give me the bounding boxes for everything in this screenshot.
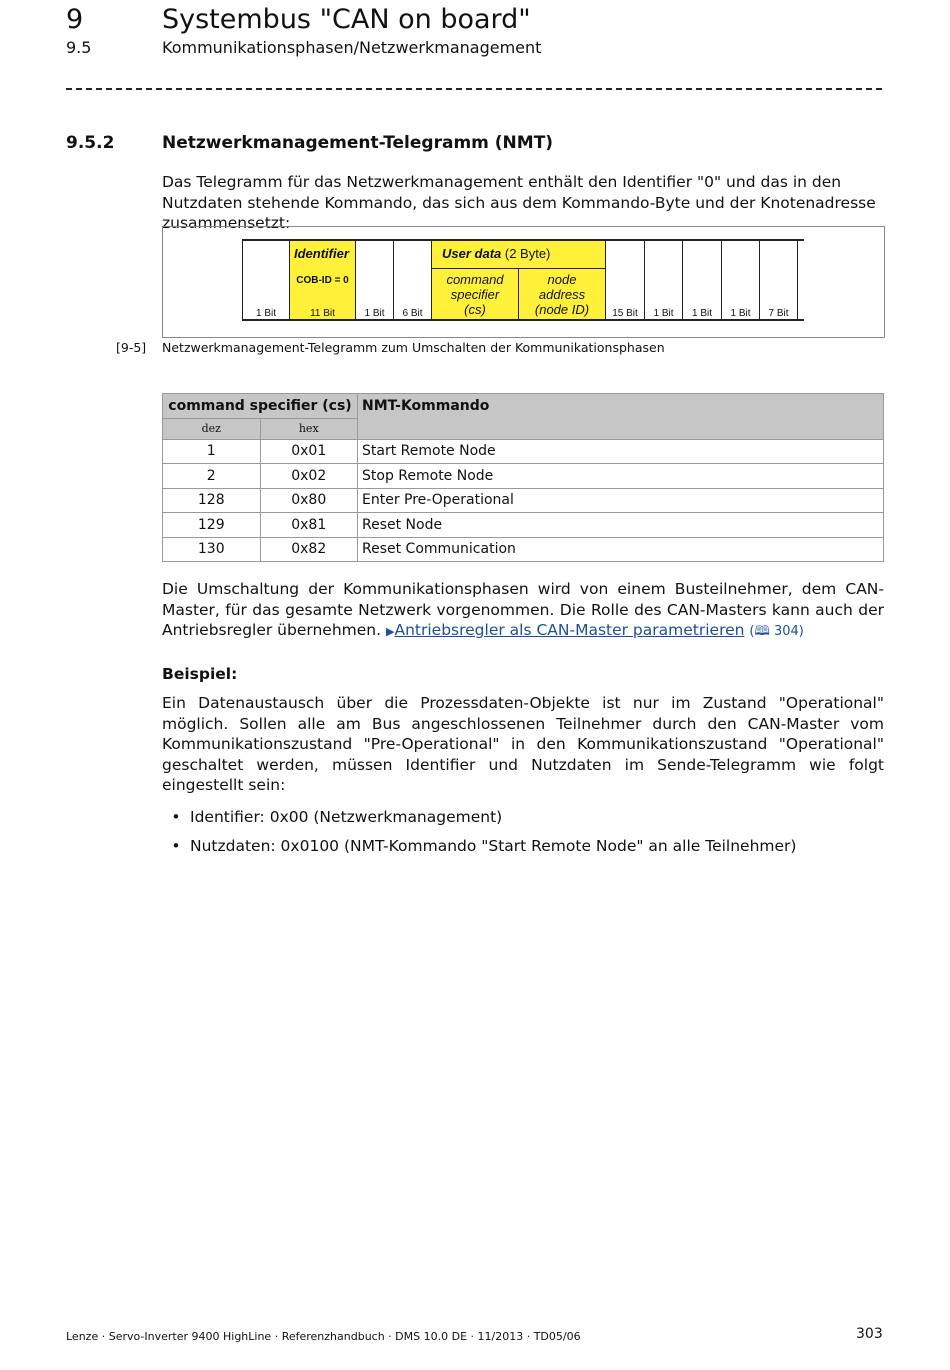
intro-paragraph: Das Telegramm für das Netzwerkmanagement enthält den Identifier "0" und das in den Nutzdaten stehende Kommando, das sich aus dem Kommando-Byte und der Knotenadresse zusammensetzt:: [162, 173, 876, 232]
bit-cell-start: [242, 239, 289, 321]
user-data-cell: [431, 239, 605, 321]
bit-label: 15 Bit: [612, 308, 638, 319]
bit-label: 1 Bit: [691, 308, 712, 319]
chapter-number: 9: [66, 4, 84, 35]
bit-cell-end: [797, 239, 804, 321]
table-row: 2 0x02 Stop Remote Node: [163, 464, 884, 489]
user-data-label: User data: [442, 246, 502, 261]
page-number: 303: [856, 1326, 883, 1342]
user-data-size: (2 Byte): [504, 246, 551, 261]
page-reference[interactable]: (🕮 304): [749, 624, 804, 639]
bit-label: 6 Bit: [402, 308, 423, 319]
chapter-title: Systembus "CAN on board": [162, 4, 531, 35]
bit-cell: [721, 239, 759, 321]
bit-cell: [682, 239, 721, 321]
diagram-top-line: [242, 239, 804, 241]
figure-caption: Netzwerkmanagement-Telegramm zum Umschalten der Kommunikationsphasen: [162, 340, 665, 355]
cob-id-label: COB-ID = 0: [296, 275, 349, 286]
bit-cell: [644, 239, 682, 321]
book-icon: 🕮: [754, 624, 770, 639]
table-header-nmt: NMT-Kommando: [358, 394, 884, 440]
table-row: 1 0x01 Start Remote Node: [163, 439, 884, 464]
node-address-label: node address (node ID): [534, 272, 590, 317]
master-paragraph: [162, 579, 884, 643]
page-footer: Lenze · Servo-Inverter 9400 HighLine · Referenzhandbuch · DMS 10.0 DE · 11/2013 · TD05/06: [66, 1330, 581, 1343]
diagram-bottom-line: [242, 319, 804, 321]
identifier-cell: [289, 239, 355, 321]
section-title: Kommunikationsphasen/Netzwerkmanagement: [162, 38, 542, 57]
table-row: 130 0x82 Reset Communication: [163, 537, 884, 562]
bit-label: 1 Bit: [364, 308, 385, 319]
master-text: Die Umschaltung der Kommunikationsphasen wird von einem Busteilnehmer, dem CAN-Master, für das gesamte Netzwerk vorgenommen. Die Rolle des CAN-Masters kann auch der Antriebsregler übernehmen.: [162, 580, 884, 639]
user-data-hline: [518, 268, 606, 269]
bit-label: 1 Bit: [255, 308, 276, 319]
example-heading: Beispiel:: [162, 665, 238, 683]
example-bullet-list: [162, 803, 796, 861]
section-number: 9.5: [66, 38, 92, 57]
command-specifier-label: command specifier (cs): [446, 272, 504, 317]
table-header-cs: command specifier (cs): [163, 394, 358, 419]
bit-label: 11 Bit: [310, 308, 335, 319]
user-data-hline: [432, 268, 518, 269]
bit-cell: [605, 239, 644, 321]
bit-label: 1 Bit: [730, 308, 751, 319]
bit-cell: [759, 239, 797, 321]
subsection-number: 9.5.2: [66, 133, 115, 153]
nmt-telegram-diagram: [242, 239, 804, 321]
link-arrow-icon: ▶: [386, 625, 395, 638]
identifier-label: Identifier: [294, 246, 349, 261]
list-item: • Nutzdaten: 0x0100 (NMT-Kommando "Start Remote Node" an alle Teilnehmer): [171, 837, 797, 855]
figure-number: [9-5]: [116, 340, 147, 355]
list-item: • Identifier: 0x00 (Netzwerkmanagement): [171, 808, 503, 826]
bit-cell: [393, 239, 431, 321]
bit-label: 7 Bit: [768, 308, 789, 319]
table-row: 128 0x80 Enter Pre-Operational: [163, 488, 884, 513]
table-row: 129 0x81 Reset Node: [163, 513, 884, 538]
bit-cell: [355, 239, 393, 321]
table-subheader-hex: hex: [260, 418, 358, 439]
table-subheader-dez: dez: [163, 418, 261, 439]
example-paragraph: Ein Datenaustausch über die Prozessdaten-Objekte ist nur im Zustand "Operational" möglich. Sollen alle am Bus angeschlossenen Teilnehmer durch den CAN-Master vom Kommunikationszustand "Pre-Operational" in den Kommunikationszustand "Operational" geschaltet werden, müssen Identifier und Nutzdaten im Sende-Telegramm wie folgt eingestellt sein:: [162, 694, 884, 794]
master-link[interactable]: Antriebsregler als CAN-Master parametrieren: [394, 621, 745, 639]
subsection-title: Netzwerkmanagement-Telegramm (NMT): [162, 133, 554, 153]
header-divider: [66, 88, 882, 90]
nmt-command-table: [162, 393, 884, 562]
bit-label: 1 Bit: [653, 308, 674, 319]
